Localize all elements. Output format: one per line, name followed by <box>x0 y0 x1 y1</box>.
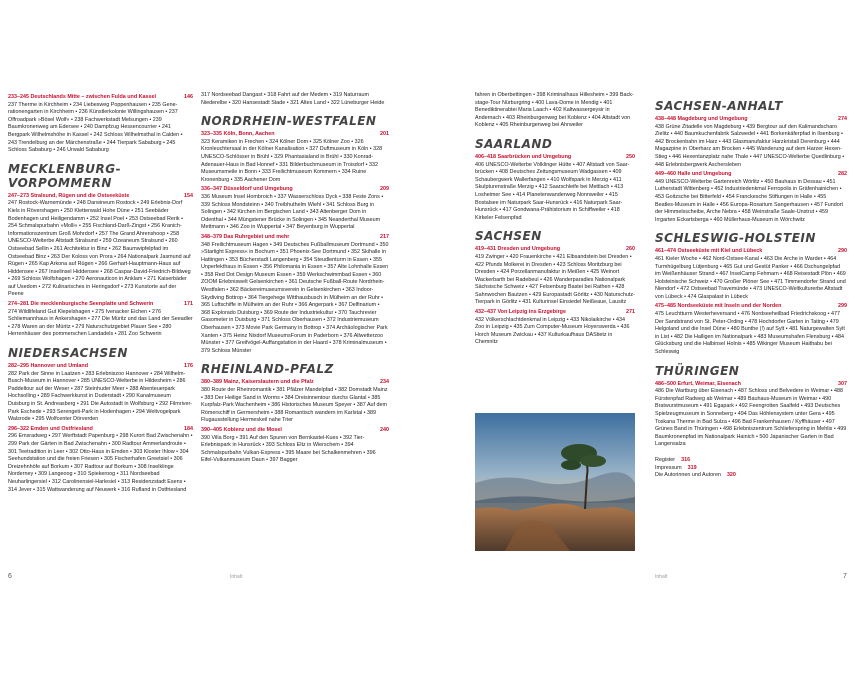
subsection-label: 380–389 Mainz, Kaiserslautern und die Pfalz <box>201 379 314 386</box>
section-heading: THÜRINGEN <box>655 363 740 378</box>
entry-list: 419 Zwinger • 420 Frauenkirche • 421 Elbsandstein bei Dresden • 422 Pfunds Molkerei in Dresden • 423 Schloss Moritzburg bei Dresden • 424 Porzellanmanufaktur in Meißen • 425 Weinort Wackerbarth bei Radebeul • 426 Wanderparadies Nationalpark Sächsische Schweiz • 427 Felsenburg Bastei bei Rathen • 428 Sahnwochen Bautzen • 429 Europastadt Görlitz • 430 Naturschutz-Tierpark in Görlitz • 431 Kulturinsel Einsiedel Neißeaue, Lausitz <box>475 253 635 306</box>
entry-list: 380 Route der Rheinromantik • 381 Pfälzer Mandelpfad • 382 Domstadt Mainz • 383 Der Heilige Sand in Worms • 384 Dreisinnentour durchs Glantal • 385 Kurpfalz-Park Wachenheim • 386 Historisches Museum Speyer • 387 Auf dem Römerschiff in Germersheim • 388 Romantisch wandern im Karlstal • 389 Flugausstellung Hermeskeil nahe Trier <box>201 387 388 424</box>
entry-list: 336 Museum Insel Hombroich • 337 Wasserschloss Dyck • 338 Feste Zons • 339 Schloss Mondsteinn • 340 Treibhuthelm Wiehl • 341 Schloss Burg in Solingen • 342 Kirchen im Bergischen Land • 343 Altenberger Dom in Odenthal • 344 Müngstener Brücke in Solingen • 345 Neanderthal Museum Mettmann • 346 Zoo in Wuppertal • 347 Beyenburg in Wuppertal <box>201 193 384 231</box>
section-heading: SAARLAND <box>475 136 553 151</box>
subsection-label: 282–295 Hannover und Umland <box>8 363 88 370</box>
subsection-title <box>655 303 847 311</box>
subsection-page: 290 <box>838 248 847 255</box>
section-heading: SACHSEN-ANHALT <box>655 99 783 113</box>
entry-list: 247 Rostock-Warnemünde • 248 Darwineum Rostock • 249 Erlebnis-Dorf Kiels in Rövershagen • 250 Kletterwald Hohe Düne • 251 Seebäder Bodenhagen und Heiligendamm • 252 Insel Poel • 253 Ostseebad Rerik • 254 Schmalspurbahn »Molli« • 255 Fischland-Darß-Zingst • 256 Kranich-Informationszentrum Groß Mohrdorf • 257 The Grand Ahrenshoop • 258 UNESCO-Welterbe Altstadt Stralsund • 259 Ozeaneum Stralsund • 260 Ostseebad Sellin • 261 Architektur in Binz • 262 Baumwipfelpfad im Ostseebad Binz • 263 Der Koloss von Prora • 264 Nationalpark Jasmund auf Rügen • 265 Kap Arkona auf Rügen • 266 Gerhart-Hauptmann-Haus auf Hiddensee • 267 Inselinsel Hiddensee • 268 Caspar-David-Friedrich-Bildweg • 269 Schloss Wolfshagen • 270 Aeronauticon in Anklam • 271 Kaiserbäder auf Usedom • 272 Kulinarisches in Heringsdorf • 273 Kunstorte auf der Peene <box>8 200 191 298</box>
entry-list: 348 Freilichtmuseum Hagen • 349 Deutsches Fußballmuseum Dortmund • 350 »Starlight Express« in Bochum • 351 Phoenix-See Dortmund • 352 Skihalle in Hattingen • 353 Bücherstadt Langenberg • 354 Steudlenturm in Essen • 355 Unperfekthaus in Essen • 356 Philomania in Essen • 357 Alte Lohnhalle Essen • 358 Red Dot Design Museum Essen • 359 Werkschwimmbad Essen • 360 ZOOM Erlebniswelt Gelsenkirchen • 361 Deutsche Fußball-Route Nordrhein-Westfalen • 362 Bäckereimuseumsverein in Gelsenkirchen • 363 Indoor-Skydiving Bottrop • 364 Tiergehege Witthausbusch in Mülheim an der Ruhr • 365 Luftschiffe in Mülheim an der Ruhr • 366 Angerpark • 367 Delfinarium • 368 Explorado Duisburg • 369 Route der Industriekultur • 370 Tauchrevier Gasometer in Duisburg • 371 Schloss Oberhausen • 372 Industriemuseum Oberhausen • 373 Movie Park Germany in Bottrop • 374 Archäologischer Park Xanten • 375 Heinz Nixdorf MuseumsForum in Paderborn • 376 Allwetterzoo Münster • 377 Greifvögel-Auffangstation in der Haard • 378 Kriminalmuseum • 379 Schloss Münster <box>201 241 389 354</box>
register-list <box>655 457 847 480</box>
subsection-title <box>8 193 193 201</box>
footer-label-right: Inhalt <box>655 574 668 580</box>
register-item <box>655 472 847 480</box>
section-heading: MECKLENBURG-VORPOMMERN <box>8 161 122 190</box>
entry-list: 461 Kieler Woche • 462 Nord-Ostsee-Kanal • 463 Die Arche in Warder • 464 Turmhügelburg Lütjenburg • 465 Gut und Gestüt Panker • 466 Dschungelpfad im Weißenhäuser Strand • 467 InselCamp Fehmarn • 468 Reisestadt Plön • 469 Holsteinische Schweiz • 470 Großer Plöner See • 471 Timmendorfer Strand und Niendorf • 472 Ostseebad Travemünde • 473 UNESCO-Weltkulturerbe Altstadt von Lübeck • 474 Glaspalast in Lübeck <box>655 255 846 300</box>
subsection-page: 234 <box>380 379 389 386</box>
subsection-title <box>655 171 847 179</box>
section-heading: NIEDERSACHSEN <box>8 346 128 361</box>
entry-list: 406 UNESCO-Welterbe Völklinger Hütte • 407 Altstadt von Saarbrücken • 408 Deutsches Zeitungsmuseum Wadgassen • 409 Schaubergwerk Wallerfangen • 410 Wolfspark in Merzig • 411 Skulpturenstraße Merzig • 412 Saarschleife bei Mettlach • 413 Losheimer See • 414 Planetenwanderweg Nonnweiler • 415 Bostalsee im Naturpark Saar-Hunsrück • 416 Naturpark Saar-Hunsrück • 417 Gondwana-Prähistorium in Schiffweiler • 418 Kirkeler Felsenpfad <box>475 161 630 221</box>
subsection-label: 274–281 Die mecklenburgische Seenplatte und Schwerin <box>8 301 154 308</box>
section-heading: RHEINLAND-PFALZ <box>201 362 334 377</box>
subsection-page: 171 <box>184 301 193 308</box>
entry-list: 274 Wildlifeland Gut Klepelshagen • 275 Ivenacker Eichen • 276 Schliemannhaus in Ankershagen • 277 Die Müritz und das Land der Seeadler • 278 Waren an der Müritz • 279 Naturschutzgebiet Plauer See • 280 Herrenhäuser des pommerschen Landadels • 281 Zoo Schwerin <box>8 308 193 338</box>
subsection-title <box>655 381 847 389</box>
subsection-title <box>655 116 847 124</box>
subsection-label: 247–273 Stralsund, Rügen und die Ostseeküste <box>8 192 130 199</box>
subsection-label: 323–335 Köln, Bonn, Aachen <box>201 131 275 138</box>
subsection-title <box>201 186 389 194</box>
register-label: Impressum <box>655 464 682 471</box>
subsection-label: 406–418 Saarbrücken und Umgebung <box>475 153 572 160</box>
footer-label-left: Inhalt <box>230 574 243 580</box>
subsection-label: 296–322 Emden und Ostfriesland <box>8 425 93 432</box>
register-page: 319 <box>687 464 697 471</box>
entry-list: 432 Völkerschlachtdenkmal in Leipzig • 433 Nikolaikirche • 434 Zoo in Leipzig • 435 Zum Computer-Museum Hoyerswerda • 436 Horch Museum Zwickau • 437 Kulturkaufhaus DAStietz in Chemnitz <box>475 316 630 346</box>
subsection-page: 271 <box>626 309 635 316</box>
page-number-right: 7 <box>843 573 847 580</box>
subsection-page: 184 <box>184 425 193 432</box>
subsection-label: 475–485 Nordseeküste mit Inseln und der Norden <box>655 303 782 310</box>
right-column-1 <box>475 92 635 349</box>
entry-list: 438 Grüne Zitadelle von Magdeburg • 439 Bergtour auf den Kalimandscharo Zielitz • 440 Baumkuchenfabrik Salzwedel • 441 Borkenkäferpfad in Ilsenburg • 442 Brockenbahn im Harz • 443 Glasmanufaktur Harzkristall Derenburg • 444 Magazpine in Oberharz am Brocken • 445 Wanderung auf dem Harzer Hexen-Stieg • 446 Hexentanzplatz nahe Thale • 447 UNESCO-Welterbe Quedlinburg • 448 Erlebnisbergwerk Aschersleben <box>655 123 845 168</box>
subsection-label: 449–460 Halle und Umgebung <box>655 171 732 178</box>
landscape-photo <box>475 413 635 551</box>
subsection-title <box>201 234 389 242</box>
subsection-label: 233–245 Deutschlands Mitte – zwischen Fulda und Kassel <box>8 94 156 100</box>
subsection-label: 348–379 Das Ruhrgebiet und mehr <box>201 233 290 240</box>
subsection-page: 217 <box>380 233 389 240</box>
register-label: Die Autorinnen und Autoren <box>655 472 721 479</box>
page-number-left: 6 <box>8 573 12 580</box>
register-item <box>655 457 847 465</box>
subsection-title <box>475 309 635 317</box>
subsection-title <box>8 94 193 102</box>
subsection-page: 307 <box>838 380 847 387</box>
right-column-2 <box>655 92 847 480</box>
subsection-page: 282 <box>838 171 847 178</box>
subsection-page: 209 <box>380 186 389 193</box>
entry-list: 296 Emsradweg • 297 Werftstadt Papenburg • 298 Kurort Bad Zwischenahn • 299 Park der Gärten in Bad Zwischenahn • 300 Radtour Ammerlandroute • 301 Teetradition in Leer • 302 Otto-Haus in Emden • 303 Kloster Ihlow • 304 Seehundstation und die freien Friesen • 305 Fischerhafen Greetsiel • 306 Dreizehnhöfe auf Borkum • 307 Radtour auf Borkum • 308 Inselklinge Norderney • 309 Langeoog • 310 Spiekeroog • 311 Nordseebad Neuharlingersiel • 312 Carolinensiel-Harlesiel • 313 Residenzstadt Esens • 314 Jever • 315 Wattwanderung auf Neuwerk • 316 Rufland in Ostfriesland <box>8 433 193 493</box>
entry-list: 486 Die Wartburg über Eisenach • 487 Schloss und Belvedere in Weimar • 488 Fürstenpfad Radweg ab Weimar • 489 Bauhaus-Museum in Weimar • 490 Bratwurstmuseum • 491 Egapark • 492 Feengrotten Saalfeld • 493 Deutsches Spielzeugmuseum in Sonneberg • 494 Das Höhlensystem unter Gera • 495 Toskana Therme in Bad Sulza • 496 Bad Frankenhausen / Kyffhäuser • 497 Grünes Band in Thüringen • 498 Erlebniszentrum Schlieferspring in Mehlis • 499 Baumkronenpfad im Nationalpark Hainich • 500 Japanischer Garten in Bad Langensalza <box>655 388 847 448</box>
subsection-title <box>201 379 389 387</box>
register-page: 320 <box>726 472 736 479</box>
subsection-page: 240 <box>380 426 389 433</box>
register-item <box>655 465 847 473</box>
subsection-label: 419–431 Dresden und Umgebung <box>475 246 561 253</box>
subsection-label: 486–500 Erfurt, Weimar, Eisenach <box>655 380 741 387</box>
subsection-label: 336–347 Düsseldorf und Umgebung <box>201 186 293 193</box>
left-column-1 <box>8 92 193 496</box>
subsection-title <box>8 426 193 434</box>
subsection-page: 250 <box>626 153 635 160</box>
subsection-title <box>201 427 389 435</box>
register-page: 316 <box>681 456 691 463</box>
subsection-label: 438–448 Magdeburg und Umgebung <box>655 116 748 122</box>
entry-list: 317 Nordseebad Dangast • 318 Fahrt auf der Medem • 319 Naturraum Niederelbe • 320 Hansestadt Stade • 321 Altes Land • 322 Lüneburger Heide <box>201 92 385 106</box>
subsection-page: 260 <box>626 246 635 253</box>
subsection-page: 201 <box>380 131 389 138</box>
subsection-page: 176 <box>184 363 193 370</box>
entry-list: 282 Park der Sinne in Laatzen • 283 Erlebniszoo Hannover • 284 Wilhelm-Busch-Museum in Hannover • 285 UNESCO-Welterbe in Hildesheim • 286 Paddeltour auf der Weser • 287 Steinhuder Meer • 288 Abenteuerpark Hochsolling • 289 Fachwerkkunst in Duderstadt • 290 Kanalmuseum Duisburg in St. Andreasberg • 291 Die Autostadt in Wolfsburg • 292 Filmriver-Park Eschede • 293 Serengeti-Park in Hodenhagen • 294 Weltvogelpark Walsrode • 295 Wolfcenter Dörverden <box>8 370 193 423</box>
subsection-page: 299 <box>838 303 847 310</box>
subsection-page: 154 <box>184 192 193 199</box>
subsection-title <box>8 363 193 371</box>
entry-list: 237 Therme in Kirchheim • 234 Liebesweg Poppenhausen • 235 Generationengarten in Kirchheim • 236 Künstlerkolonie Willingshausen • 237 Offroadpark »Bösel Wolf« • 238 Fachwerkstadt Melsungen • 239 Baumkronenweg am Edersee • 240 Dampfzug Hessencourrier • 241 Bergpark Wilhelmshöhe in Kassel • 242 Schloss Wilhelmsthal in Calden • 243 Trendelburg an der Märchenstraße • 244 Tierpark Sababurg • 245 Schloss Sababurg • 246 Urwald Sababurg <box>8 101 183 154</box>
left-column-2 <box>201 92 389 467</box>
subsection-title <box>475 246 635 254</box>
section-heading: NORDRHEIN-WESTFALEN <box>201 114 377 129</box>
section-heading: SCHLESWIG-HOLSTEIN <box>655 231 816 246</box>
photo-svg <box>475 413 635 551</box>
register-label: Register <box>655 456 676 463</box>
subsection-label: 432–437 Von Leipzig ins Erzgebirge <box>475 309 566 316</box>
entry-list: fahren in Oberbettingen • 398 Kriminalhaus Hillesheim • 399 Backstage-Tour Nürburgring • 400 Lava-Dome in Mendig • 401 Benediktinerabtei Maria Laach • 402 Kaltwassergeysir in Andernach • 403 Rheinburgenweg bei Koblenz • 404 Altstadt von Koblenz • 405 Rheinburgenweg bei Ahrweiler <box>475 92 634 129</box>
subsection-label: 390–405 Koblenz und die Mosel <box>201 426 282 433</box>
entry-list: 475 Leuchtturm Westerheversand • 476 Nordseeheilbad Friedrichskoog • 477 Der Sandstrand von St. Peter-Ording • 478 Hochdorfer Garten in Tating • 479 Helgoland und die Insel Düne • 480 Bunthe (!) auf Sylt • 481 Naturgewalten Sylt in List • 482 Die Halligen im Nationalpark • 483 Museumshafen Flensburg • 484 Glücksburg und die Halbinsel Holnis • 485 Wikinger Museum Haithabu bei Schleswig <box>655 311 845 356</box>
entry-list: 449 UNESCO-Welterbe Gartenreich Wörlitz • 450 Bauhaus in Dessau • 451 Lutherstadt Wittenberg • 452 Industriedenkmal Ferropolis in Gräfenhainichen • 453 Goitzsche bei Bitterfeld • 454 Franckesche Stiftungen in Halle • 455 Beatles-Museum in Halle • 456 Europa-Rosarium Sangerhausen • 457 Fundort der Himmelsscheibe, Arche Nebra • 458 Weinstraße Saale-Unstrut • 459 Irrgarten Eckartsberga • 460 Müllerhaus-Museum in Wörchwitz <box>655 178 844 223</box>
section-heading: SACHSEN <box>475 229 542 244</box>
subsection-title <box>475 154 635 162</box>
subsection-label: 461–474 Ostseeküste mit Kiel und Lübeck <box>655 248 763 255</box>
entry-list: 323 Keramiken in Frechen • 324 Kölner Dom • 325 Kölner Zoo • 326 Kronleuchtersaal in der Kölner Kanalisation • 327 Duftmuseum in Köln • 328 UNESCO-Schlösser in Brühl • 329 Phantasialand in Brühl • 330 Konrad-Adenauer-Haus in Bad Honnef • 331 Bilderbuchmuseum in Troisdorf • 332 Museumsmeile in Bonn • 333 Freilichtmuseum Kommern • 334 Ruine Kronenburg • 335 Aachener Dom <box>201 138 383 183</box>
subsection-title <box>8 301 193 309</box>
entry-list: 390 Villa Borg • 391 Auf den Spuren von Bernkastel-Kues • 392 Tier-Erlebnispark in Hunsrück • 393 Schloss Eltz in Wierschem • 394 Schmalspurbahn Vulkan-Express • 395 Maare bei Schalkenmehren • 396 Eifel-Vulkanmuseum Daun • 397 Bagger <box>201 434 376 464</box>
subsection-page: 146 <box>184 94 193 100</box>
subsection-title <box>655 248 847 256</box>
subsection-title <box>201 131 389 139</box>
subsection-page: 274 <box>838 116 847 122</box>
